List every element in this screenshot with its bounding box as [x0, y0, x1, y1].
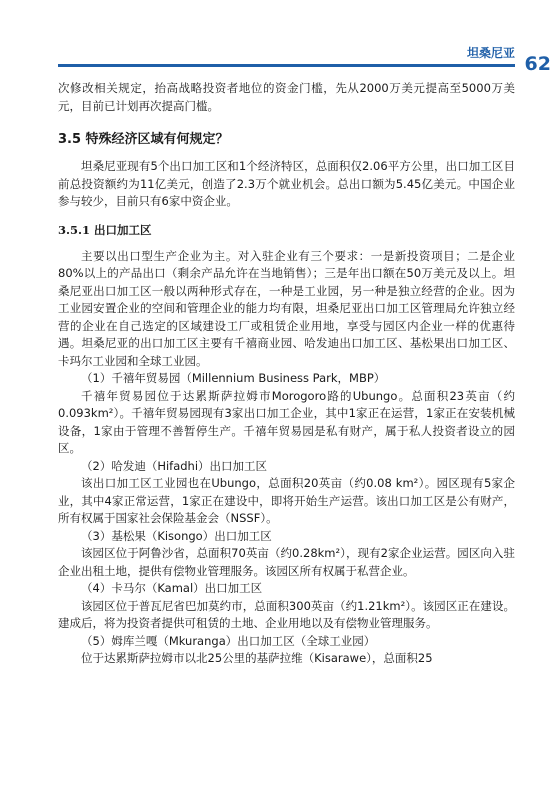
item-heading: （1）千禧年贸易园（Millennium Business Park，MBP） — [81, 371, 386, 385]
item-heading: （2）哈发迪（Hifadhi）出口加工区 — [81, 458, 268, 473]
header-rule — [58, 64, 515, 67]
subsection-paragraph: 主要以出口型生产企业为主。对入驻企业有三个要求：一是新投资项目；二是企业80%以上的产品出口（剩余产品允许在当地销售）；三是年出口额在50万美元及以上。坦桑尼亚出口加工区一般以两种形式存在，一种是工业园，另一种是独立经营的企业。因为工业园安置企业的空间和管理企业的能力均有限，坦桑尼亚出口加工区管理局允许独立经营的企业在自己选定的区域建设工厂或租赁企业用地，享受与园区内企业一样的优惠待遇。坦桑尼亚的出口加工区主要有千禧商业园、哈发迪出口加工区、基松果出口加工区、卡玛尔工业园和全球工业园。 — [58, 248, 515, 368]
intro-paragraph: 次修改相关规定，抬高战略投资者地位的资金门槛，先从2000万美元提高至5000万美元，目前已计划再次提高门槛。 — [58, 81, 515, 113]
item-body: 该出口加工区工业园也在Ubungo，总面积20英亩（约0.08 km²）。园区现有5家企业，其中4家正常运营，1家正在建设中，即将开始生产运营。该出口加工区是公有财产，所有权属于国家社会保险基金会（NSSF）。 — [58, 476, 515, 525]
header-country-label: 坦桑尼亚 — [466, 46, 515, 60]
page-number: 62 — [524, 53, 551, 75]
section-title: 3.5 特殊经济区域有何规定？ — [58, 132, 229, 147]
item-heading: （4）卡马尔（Kamal）出口加工区 — [81, 581, 263, 595]
item-heading: （5）姆库兰嘎（Mkuranga）出口加工区（全球工业园） — [81, 633, 376, 648]
item-heading: （3）基松果（Kisongo）出口加工区 — [81, 528, 272, 543]
section-paragraph: 坦桑尼亚现有5个出口加工区和1个经济特区，总面积仅2.06平方公里，出口加工区目前总投资额约为11亿美元，创造了2.3万个就业机会。总出口额为5.45亿美元。中国企业参与较少，目前只有6家中资企业。 — [58, 159, 515, 208]
subsection-title: 3.5.1 出口加工区 — [58, 222, 152, 237]
item-body: 位于达累斯萨拉姆市以北25公里的基萨拉维（Kisarawe），总面积25 — [81, 651, 433, 665]
page-body — [58, 80, 515, 668]
item-body: 该园区位于阿鲁沙省，总面积70英亩（约0.28km²），现有2家企业运营。园区向入驻企业出租土地，提供有偿物业管理服务。该园区所有权属于私营企业。 — [58, 546, 515, 578]
item-body: 该园区位于普瓦尼省巴加莫约市，总面积300英亩（约1.21km²）。该园区正在建设。建成后，将为投资者提供可租赁的土地、企业用地以及有偿物业管理服务。 — [58, 598, 515, 630]
item-body: 千禧年贸易园位于达累斯萨拉姆市Morogoro路的Ubungo。总面积23英亩（约0.093km²）。千禧年贸易园现有3家出口加工企业，其中1家正在运营，1家正在安装机械设备，1家由于管理不善暂停生产。千禧年贸易园是私有财产，属于私人投资者设立的园区。 — [58, 388, 515, 455]
